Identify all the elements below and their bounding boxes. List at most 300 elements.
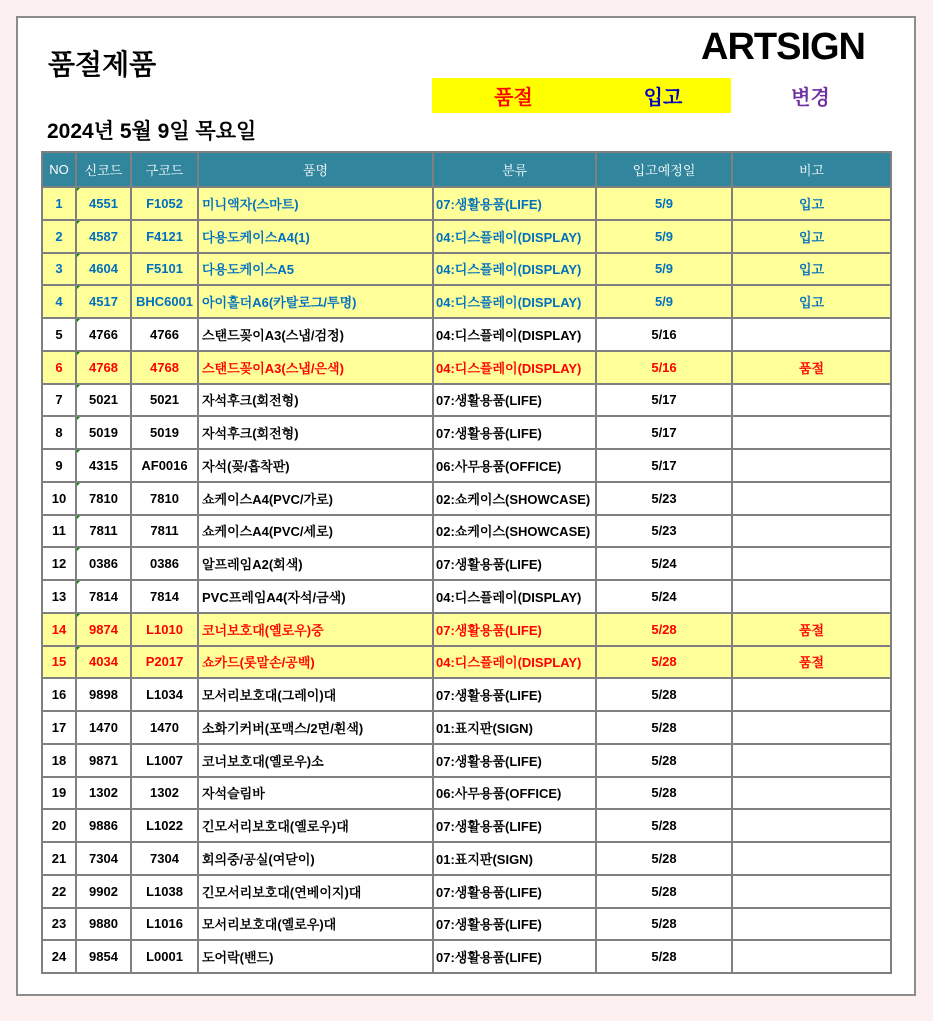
old-code-value: L1038 [146, 883, 183, 899]
table-row [43, 254, 890, 285]
cell-category [434, 352, 595, 383]
arrival-date-value: 5/17 [651, 457, 677, 473]
no-value: 16 [51, 687, 67, 703]
cell-category [434, 385, 595, 416]
arrival-date-value: 5/23 [651, 523, 677, 539]
cell-arrival-date [597, 679, 731, 710]
category-value: 02:쇼케이스(SHOWCASE) [436, 524, 591, 540]
brand-logo: ARTSIGN [701, 26, 865, 68]
cell-old-code [132, 548, 197, 579]
no-value: 14 [51, 621, 67, 637]
new-code-value: 7304 [89, 850, 118, 866]
cell-product-name [199, 352, 432, 383]
cell-note [733, 647, 890, 678]
cell-no [43, 778, 75, 809]
legend-changed: 변경 [791, 87, 830, 109]
product-name-value: 모서리보호대(옐로우)대 [202, 917, 337, 933]
cell-category [434, 483, 595, 514]
cell-new-code [77, 745, 130, 776]
arrival-date-value: 5/17 [651, 392, 677, 408]
category-value: 07:생활용품(LIFE) [436, 917, 542, 933]
table-row [43, 483, 890, 514]
table-row [43, 876, 890, 907]
cell-no [43, 614, 75, 645]
old-code-value: 7811 [150, 523, 179, 539]
cell-old-code [132, 385, 197, 416]
cell-new-code [77, 909, 130, 940]
cell-note [733, 254, 890, 285]
cell-product-name [199, 712, 432, 743]
table-row [43, 417, 890, 448]
arrival-date-value: 5/9 [654, 294, 674, 310]
cell-old-code [132, 941, 197, 972]
product-name-value: 자석(꽂/흡착판) [202, 458, 290, 474]
category-value: 04:디스플레이(DISPLAY) [436, 229, 582, 245]
no-value: 11 [52, 523, 66, 539]
cell-note [733, 319, 890, 350]
cell-arrival-date [597, 876, 731, 907]
cell-no [43, 385, 75, 416]
comment-marker [77, 614, 82, 619]
no-value: 18 [51, 752, 67, 768]
old-code-value: 7810 [150, 490, 179, 506]
product-name-value: 코너보호대(옐로우)중 [202, 622, 324, 638]
no-value: 15 [51, 654, 67, 670]
product-name-value: PVC프레임A4(자석/금색) [202, 589, 346, 605]
column-header-name: 품명 [199, 153, 432, 186]
product-name-value: 쇼케이스A4(PVC/가로) [202, 491, 333, 507]
new-code-value: 4768 [89, 359, 118, 375]
category-value: 07:생활용품(LIFE) [436, 622, 542, 638]
cell-new-code [77, 385, 130, 416]
cell-new-code [77, 516, 130, 547]
cell-arrival-date [597, 352, 731, 383]
cell-product-name [199, 843, 432, 874]
cell-no [43, 450, 75, 481]
old-code-value: L1022 [146, 818, 183, 834]
product-name-value: 자석슬림바 [202, 786, 265, 802]
column-header-no: NO [43, 153, 75, 186]
table-row [43, 352, 890, 383]
cell-no [43, 647, 75, 678]
new-code-value: 9880 [89, 916, 118, 932]
cell-product-name [199, 941, 432, 972]
cell-old-code [132, 417, 197, 448]
table-row [43, 581, 890, 612]
cell-old-code [132, 221, 197, 252]
cell-new-code [77, 941, 130, 972]
old-code-value: L1010 [146, 621, 183, 637]
cell-arrival-date [597, 319, 731, 350]
cell-old-code [132, 450, 197, 481]
cell-no [43, 516, 75, 547]
cell-no [43, 483, 75, 514]
product-name-value: 자석후크(회전형) [202, 393, 299, 409]
note-value: 입고 [798, 196, 825, 212]
cell-product-name [199, 254, 432, 285]
cell-product-name [199, 417, 432, 448]
cell-note [733, 352, 890, 383]
cell-note [733, 188, 890, 219]
note-value: 품절 [798, 655, 825, 671]
comment-marker [77, 286, 82, 291]
cell-product-name [199, 778, 432, 809]
cell-note [733, 679, 890, 710]
cell-category [434, 745, 595, 776]
cell-category [434, 909, 595, 940]
category-value: 02:쇼케이스(SHOWCASE) [436, 491, 591, 507]
cell-product-name [199, 876, 432, 907]
cell-category [434, 778, 595, 809]
table-row [43, 745, 890, 776]
old-code-value: 7304 [150, 850, 179, 866]
comment-marker [77, 548, 82, 553]
cell-category [434, 188, 595, 219]
cell-no [43, 941, 75, 972]
cell-arrival-date [597, 516, 731, 547]
old-code-value: 7814 [150, 588, 179, 604]
cell-old-code [132, 352, 197, 383]
arrival-date-value: 5/16 [651, 359, 677, 375]
table-row [43, 450, 890, 481]
old-code-value: 5019 [150, 425, 179, 441]
column-header-date: 입고예정일 [597, 153, 731, 186]
new-code-value: 9854 [89, 949, 118, 965]
no-value: 12 [51, 556, 67, 572]
table-row [43, 319, 890, 350]
cell-arrival-date [597, 483, 731, 514]
new-code-value: 7810 [89, 490, 118, 506]
cell-note [733, 450, 890, 481]
old-code-value: AF0016 [141, 457, 188, 473]
arrival-date-value: 5/28 [651, 949, 677, 965]
arrival-date-value: 5/24 [651, 588, 677, 604]
cell-new-code [77, 254, 130, 285]
product-name-value: 쇼케이스A4(PVC/세로) [202, 524, 333, 540]
new-code-value: 4517 [89, 294, 118, 310]
comment-marker [77, 254, 82, 259]
cell-category [434, 254, 595, 285]
category-value: 07:생활용품(LIFE) [436, 196, 542, 212]
cell-old-code [132, 188, 197, 219]
product-name-value: 도어락(밴드) [202, 950, 274, 966]
table-row [43, 941, 890, 972]
cell-category [434, 548, 595, 579]
cell-old-code [132, 778, 197, 809]
category-value: 07:생활용품(LIFE) [436, 393, 542, 409]
cell-category [434, 516, 595, 547]
cell-no [43, 679, 75, 710]
new-code-value: 4551 [89, 195, 118, 211]
cell-arrival-date [597, 745, 731, 776]
table-row [43, 385, 890, 416]
cell-note [733, 548, 890, 579]
cell-product-name [199, 581, 432, 612]
new-code-value: 9886 [89, 818, 118, 834]
cell-product-name [199, 745, 432, 776]
no-value: 4 [55, 294, 63, 310]
arrival-date-value: 5/9 [654, 228, 674, 244]
new-code-value: 4034 [89, 654, 118, 670]
no-value: 3 [55, 261, 63, 277]
legend-stocked: 입고 [595, 78, 731, 113]
cell-product-name [199, 221, 432, 252]
cell-new-code [77, 679, 130, 710]
cell-category [434, 843, 595, 874]
old-code-value: 1470 [150, 719, 179, 735]
cell-category [434, 712, 595, 743]
column-header-old-code: 구코드 [132, 153, 197, 186]
cell-no [43, 745, 75, 776]
cell-note [733, 745, 890, 776]
cell-arrival-date [597, 909, 731, 940]
comment-marker [77, 581, 82, 586]
cell-category [434, 614, 595, 645]
cell-product-name [199, 516, 432, 547]
no-value: 23 [51, 916, 67, 932]
table-row [43, 614, 890, 645]
cell-arrival-date [597, 778, 731, 809]
cell-note [733, 221, 890, 252]
cell-new-code [77, 581, 130, 612]
cell-no [43, 352, 75, 383]
old-code-value: L1016 [146, 916, 183, 932]
cell-old-code [132, 679, 197, 710]
cell-note [733, 385, 890, 416]
cell-no [43, 909, 75, 940]
table-row [43, 647, 890, 678]
category-value: 04:디스플레이(DISPLAY) [436, 589, 582, 605]
comment-marker [77, 647, 82, 652]
cell-category [434, 417, 595, 448]
cell-arrival-date [597, 221, 731, 252]
page-title: 품절제품 [48, 49, 157, 80]
cell-no [43, 417, 75, 448]
new-code-value: 4315 [89, 457, 118, 473]
new-code-value: 4604 [89, 261, 118, 277]
old-code-value: 5021 [150, 392, 179, 408]
cell-new-code [77, 188, 130, 219]
no-value: 22 [51, 883, 67, 899]
product-name-value: 자석후크(회전형) [202, 426, 299, 442]
cell-old-code [132, 319, 197, 350]
report-date: 2024년 5월 9일 목요일 [47, 120, 257, 143]
cell-arrival-date [597, 647, 731, 678]
arrival-date-value: 5/28 [651, 883, 677, 899]
cell-arrival-date [597, 843, 731, 874]
cell-no [43, 286, 75, 317]
old-code-value: F4121 [146, 228, 183, 244]
arrival-date-value: 5/24 [651, 556, 677, 572]
cell-new-code [77, 810, 130, 841]
no-value: 21 [51, 850, 67, 866]
table-row [43, 516, 890, 547]
cell-category [434, 941, 595, 972]
table-row [43, 778, 890, 809]
old-code-value: F5101 [146, 261, 183, 277]
cell-product-name [199, 319, 432, 350]
cell-arrival-date [597, 548, 731, 579]
old-code-value: L1007 [146, 752, 183, 768]
column-header-category: 분류 [434, 153, 595, 186]
cell-new-code [77, 319, 130, 350]
category-value: 04:디스플레이(DISPLAY) [436, 262, 582, 278]
arrival-date-value: 5/28 [651, 850, 677, 866]
old-code-value: L1034 [146, 687, 183, 703]
old-code-value: L0001 [146, 949, 183, 965]
column-header-new-code: 신코드 [77, 153, 130, 186]
cell-product-name [199, 450, 432, 481]
table-row [43, 712, 890, 743]
table-header-row [43, 153, 890, 186]
cell-category [434, 679, 595, 710]
comment-marker [77, 417, 82, 422]
new-code-value: 7814 [89, 588, 118, 604]
comment-marker [77, 221, 82, 226]
category-value: 07:생활용품(LIFE) [436, 819, 542, 835]
cell-no [43, 876, 75, 907]
arrival-date-value: 5/28 [651, 818, 677, 834]
category-value: 01:표지판(SIGN) [436, 851, 533, 867]
old-code-value: 0386 [150, 556, 179, 572]
cell-note [733, 941, 890, 972]
cell-category [434, 876, 595, 907]
new-code-value: 5021 [89, 392, 118, 408]
note-value: 입고 [798, 229, 825, 245]
cell-arrival-date [597, 417, 731, 448]
new-code-value: 1470 [89, 719, 118, 735]
cell-note [733, 516, 890, 547]
comment-marker [77, 352, 82, 357]
cell-category [434, 581, 595, 612]
category-value: 06:사무용품(OFFICE) [436, 786, 562, 802]
cell-old-code [132, 810, 197, 841]
cell-new-code [77, 483, 130, 514]
product-name-value: 알프레임A2(회색) [202, 557, 303, 573]
cell-old-code [132, 647, 197, 678]
cell-category [434, 319, 595, 350]
cell-product-name [199, 548, 432, 579]
cell-old-code [132, 516, 197, 547]
table-row [43, 810, 890, 841]
table-row [43, 909, 890, 940]
category-value: 07:생활용품(LIFE) [436, 688, 542, 704]
cell-product-name [199, 286, 432, 317]
arrival-date-value: 5/28 [651, 719, 677, 735]
cell-product-name [199, 483, 432, 514]
cell-arrival-date [597, 810, 731, 841]
cell-new-code [77, 286, 130, 317]
arrival-date-value: 5/28 [651, 752, 677, 768]
category-value: 07:생활용품(LIFE) [436, 426, 542, 442]
cell-note [733, 712, 890, 743]
category-value: 04:디스플레이(DISPLAY) [436, 360, 582, 376]
product-name-value: 미니액자(스마트) [202, 196, 299, 212]
cell-no [43, 254, 75, 285]
cell-note [733, 286, 890, 317]
cell-product-name [199, 614, 432, 645]
cell-no [43, 843, 75, 874]
new-code-value: 9874 [89, 621, 118, 637]
comment-marker [77, 188, 82, 193]
no-value: 6 [55, 359, 63, 375]
cell-arrival-date [597, 941, 731, 972]
arrival-date-value: 5/28 [651, 916, 677, 932]
cell-arrival-date [597, 712, 731, 743]
cell-new-code [77, 712, 130, 743]
cell-category [434, 647, 595, 678]
arrival-date-value: 5/28 [651, 687, 677, 703]
cell-no [43, 221, 75, 252]
cell-note [733, 614, 890, 645]
cell-product-name [199, 188, 432, 219]
no-value: 13 [51, 588, 67, 604]
product-name-value: 스탠드꽂이A3(스냅/은색) [202, 360, 344, 376]
cell-new-code [77, 876, 130, 907]
old-code-value: BHC6001 [135, 294, 194, 310]
cell-note [733, 483, 890, 514]
comment-marker [77, 385, 82, 390]
table-row [43, 286, 890, 317]
cell-old-code [132, 712, 197, 743]
no-value: 2 [55, 228, 63, 244]
old-code-value: P2017 [145, 654, 184, 670]
cell-product-name [199, 679, 432, 710]
category-value: 07:생활용품(LIFE) [436, 753, 542, 769]
cell-new-code [77, 647, 130, 678]
category-value: 01:표지판(SIGN) [436, 720, 533, 736]
cell-note [733, 876, 890, 907]
old-code-value: F1052 [146, 195, 183, 211]
cell-note [733, 581, 890, 612]
table-row [43, 221, 890, 252]
cell-category [434, 286, 595, 317]
old-code-value: 4766 [150, 326, 179, 342]
no-value: 17 [51, 719, 67, 735]
arrival-date-value: 5/28 [651, 785, 677, 801]
new-code-value: 9898 [89, 687, 118, 703]
product-name-value: 다용도케이스A5 [202, 262, 294, 278]
cell-old-code [132, 843, 197, 874]
product-name-value: 긴모서리보호대(연베이지)대 [202, 884, 362, 900]
cell-arrival-date [597, 385, 731, 416]
cell-product-name [199, 647, 432, 678]
product-table [41, 151, 892, 974]
table-row [43, 679, 890, 710]
comment-marker [77, 319, 82, 324]
product-name-value: 소화기커버(포맥스/2면/흰색) [202, 720, 364, 736]
comment-marker [77, 450, 82, 455]
cell-product-name [199, 909, 432, 940]
cell-no [43, 712, 75, 743]
no-value: 8 [55, 425, 63, 441]
category-value: 04:디스플레이(DISPLAY) [436, 327, 582, 343]
cell-arrival-date [597, 581, 731, 612]
arrival-date-value: 5/17 [651, 425, 677, 441]
product-name-value: 다용도케이스A4(1) [202, 229, 310, 245]
category-value: 07:생활용품(LIFE) [436, 950, 542, 966]
cell-category [434, 450, 595, 481]
cell-old-code [132, 286, 197, 317]
cell-note [733, 417, 890, 448]
cell-new-code [77, 417, 130, 448]
comment-marker [77, 516, 82, 521]
arrival-date-value: 5/28 [651, 621, 677, 637]
cell-no [43, 188, 75, 219]
table-row [43, 188, 890, 219]
new-code-value: 4587 [89, 228, 118, 244]
old-code-value: 4768 [150, 359, 179, 375]
